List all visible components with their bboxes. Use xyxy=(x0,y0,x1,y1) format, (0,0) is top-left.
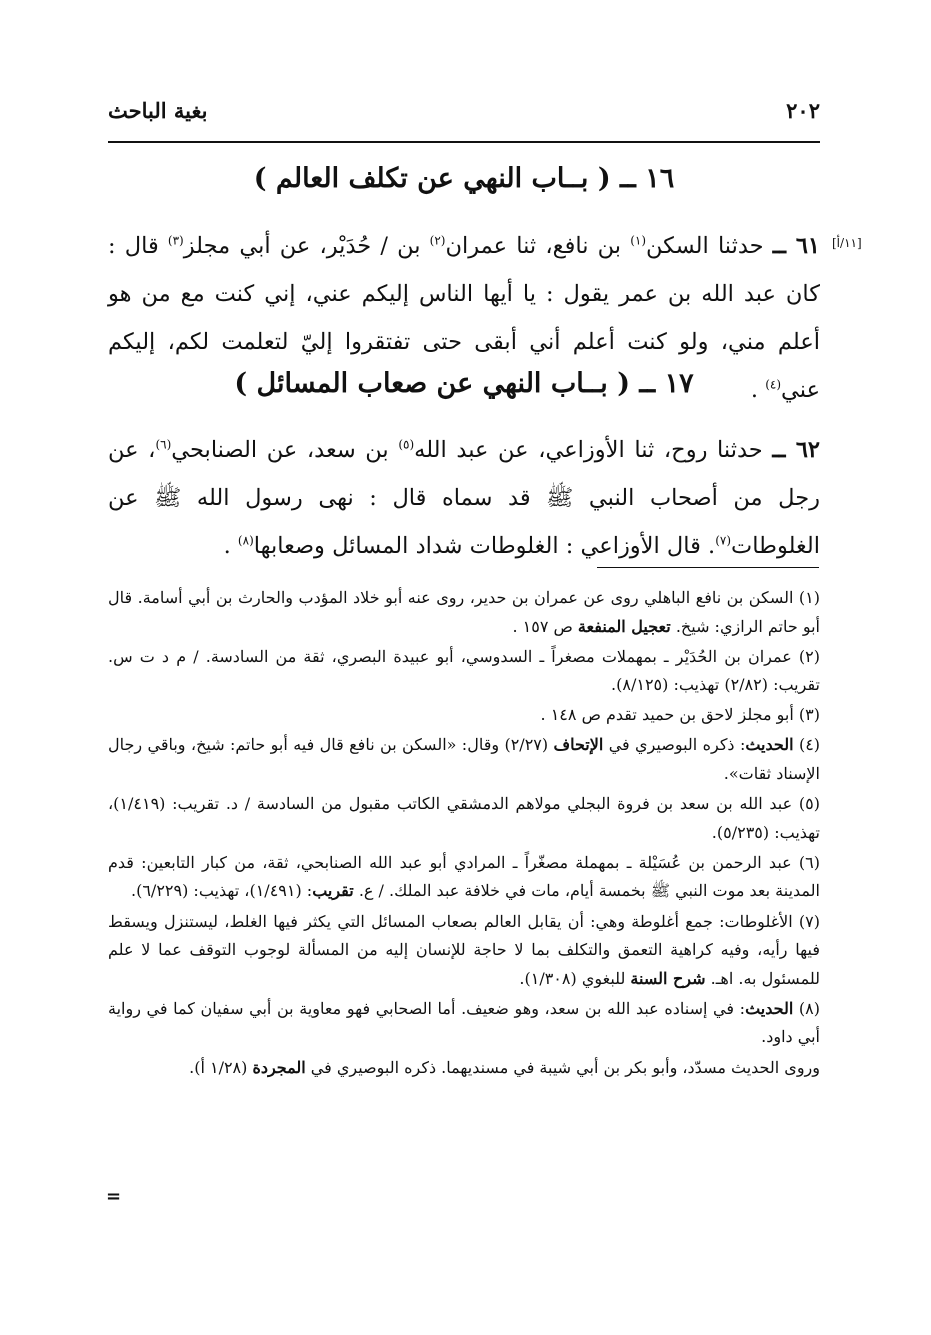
footnote-ref: (٢) xyxy=(429,233,446,248)
hadith-text: بن / حُدَيْر، عن أبي مجلز xyxy=(183,233,430,259)
footnote-source: شرح السنة xyxy=(630,968,706,988)
footnote-keyword: الحديث xyxy=(745,735,794,755)
chapter-17-heading: ١٧ ــ ( بــاب النهي عن صعاب المسائل ) xyxy=(234,368,694,399)
footnote-text: (٤) xyxy=(793,735,821,755)
footnote-text: (٨) xyxy=(793,998,821,1018)
hadith-62 xyxy=(108,426,820,570)
hadith-text: . قال الأوزاعي : الغلوطات شداد المسائل وصعابها xyxy=(253,533,716,559)
footnote-source: تقريب xyxy=(312,881,354,901)
footnote-8-continued xyxy=(108,1054,820,1083)
footnote-source: المجردة xyxy=(252,1057,306,1077)
page-number: ٢٠٢ xyxy=(786,98,820,123)
footnote-3: (٣) أبو مجلز لاحق بن حميد تقدم ص ١٤٨ . xyxy=(540,705,820,725)
hadith-text: حدثنا روح، ثنا الأوزاعي، عن عبد الله xyxy=(414,437,773,463)
footnote-text: (١/٢٨ أ). xyxy=(189,1057,253,1077)
continuation-mark: = xyxy=(106,1186,122,1207)
footnote-text: (٧) الأغلوطات: جمع أغلوطة وهي: أن يقابل العالم بصعاب المسائل التي يكثر فيها الغلط، ليستنزل ويسقط فيها رأيه، وفيه كراهية التعمق والتكلف بما لا حاجة للإنسان إليه من المسألة لوجوب التوقف عما لا علم للمسئول به. اهـ. xyxy=(108,911,820,988)
footnote-8 xyxy=(108,995,820,1052)
footnote-7 xyxy=(108,908,820,994)
book-title: بغية الباحث xyxy=(108,98,208,123)
footnote-text: (٦) عبد الرحمن بن عُسَيْلة ـ بمهملة مصغّراً ـ المرادي أبو عبد الله الصنابحي، ثقة، من كبار التابعين: قدم المدينة بعد موت النبي ﷺ بخمسة أيام، مات في خلافة عبد الملك. / ع. xyxy=(108,852,821,901)
footnote-2: (٢) عمران بن الحُدَيْر ـ بمهملات مصغراً ـ السدوسي، أبو عبيدة البصري، ثقة من السادسة. / م د ت س. تقريب: (٢/٨٢) تهذيب: (٨/١٢٥). xyxy=(108,646,820,695)
footnote-ref: (٦) xyxy=(155,437,172,452)
footnote-1 xyxy=(108,584,820,641)
hadith-text: . xyxy=(223,533,238,559)
hadith-text: قال : كان عبد الله بن عمر يقول : يا أيها الناس إليكم عني، إني كنت مع من هو أعلم مني، ولو كنت أعلم أني أبقى حتى تفتقروا إليّ لتعلمت لكم، إليكم عني xyxy=(108,233,820,403)
footnote-6 xyxy=(108,849,820,906)
footnote-source: الإتحاف xyxy=(553,735,604,755)
hadith-text: ، عن رجل من أصحاب النبي ﷺ قد سماه قال : نهى رسول الله ﷺ عن الغلوطات xyxy=(108,437,820,559)
footnote-4 xyxy=(108,731,820,788)
footnote-keyword: الحديث xyxy=(745,998,794,1018)
hadith-number: ٦٢ ــ xyxy=(772,437,820,463)
hadith-text: حدثنا السكن xyxy=(646,233,773,259)
hadith-number: ٦١ ــ xyxy=(772,233,820,259)
footnote-text: : ذكره البوصيري في xyxy=(603,735,746,755)
footnote-ref: (٤) xyxy=(765,377,782,392)
hadith-text: بن سعد، عن الصنابحي xyxy=(171,437,399,463)
footnote-5: (٥) عبد الله بن سعد بن فروة البجلي مولاهم الدمشقي الكاتب مقبول من السادسة / د. تقريب: (١/٤١٩)، تهذيب: (٥/٢٣٥). xyxy=(108,794,821,842)
footnote-text: : (١/٤٩١)، تهذيب: (٦/٢٢٩). xyxy=(131,881,313,901)
hadith-text: . xyxy=(750,377,766,403)
footnote-text: (٢/٢٧) وقال: «السكن بن نافع قال فيه أبو حاتم: شيخ، وباقي رجال الإسناد ثقات». xyxy=(108,735,820,784)
hadith-text: بن نافع، ثنا عمران xyxy=(445,233,631,259)
footnote-text: وروى الحديث مسدّد، وأبو بكر بن أبي شيبة في مسنديهما. ذكره البوصيري في xyxy=(305,1057,820,1077)
footnotes xyxy=(108,584,820,1084)
footnote-text: للبغوي (١/٣٠٨). xyxy=(519,968,631,988)
footnote-ref: (٨) xyxy=(237,533,254,548)
footnote-source: تعجيل المنفعة xyxy=(577,616,671,636)
footnote-ref: (١) xyxy=(630,233,647,248)
footnote-ref: (٥) xyxy=(398,437,415,452)
footnote-text: : في إسناده عبد الله بن سعد، وهو ضعيف. أما الصحابي فهو معاوية بن أبي سفيان كما في رواية أبي داود. xyxy=(108,998,820,1047)
chapter-16-heading: ١٦ ــ ( بــاب النهي عن تكلف العالم ) xyxy=(253,163,675,194)
page-header xyxy=(108,98,820,134)
footnote-text: (١) السكن بن نافع الباهلي روى عن عمران بن حدير، روى عنه أبو خلاد المؤدب والحارث بن أبي أسامة. قال أبو حاتم الرازي: شيخ. xyxy=(108,588,820,636)
header-divider xyxy=(108,141,820,143)
footnote-ref: (٧) xyxy=(715,533,732,548)
footnote-ref: (٣) xyxy=(167,233,184,248)
margin-folio-note: [١١/أ] xyxy=(832,236,862,250)
footnote-divider xyxy=(597,567,819,568)
footnote-text: ص ١٥٧ . xyxy=(512,616,578,636)
